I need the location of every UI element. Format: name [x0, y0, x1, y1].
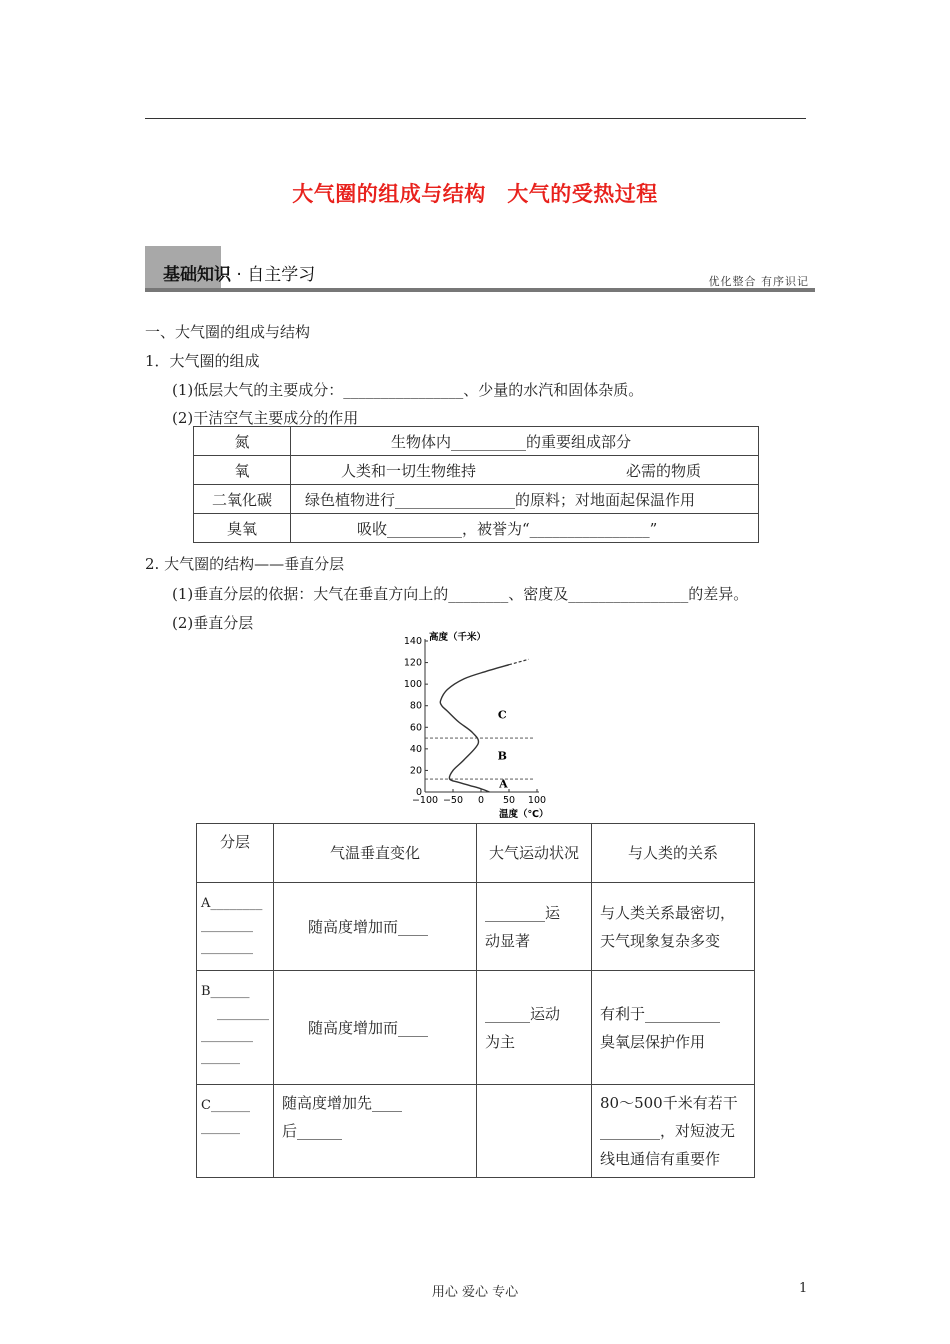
layer-label: B [497, 749, 507, 763]
x-tick-label: −50 [442, 795, 464, 806]
gas-name: 氮 [194, 427, 291, 456]
y-axis-label: 高度（千米） [429, 632, 487, 643]
motion-cell [477, 1085, 592, 1178]
x-tick-label: 100 [527, 795, 547, 806]
layer-label: A [499, 777, 508, 791]
banner-label: 基础知识 · 自主学习 [163, 265, 316, 285]
layer-cell: B______ ________ ________ ______ [197, 971, 274, 1085]
x-tick-label: 0 [477, 795, 485, 806]
layer-label: C [497, 708, 507, 722]
relation-cell: 有利于__________ 臭氧层保护作用 [592, 971, 755, 1085]
gas-name: 二氧化碳 [194, 485, 291, 514]
gas-role: 人类和一切生物维持 必需的物质 [291, 456, 759, 485]
gas-role: 绿色植物进行________________的原料；对地面起保温作用 [291, 485, 759, 514]
section-heading-1: 一、大气圈的组成与结构 [145, 323, 311, 341]
banner-tagline: 优化整合 有序识记 [708, 275, 809, 288]
section-banner [145, 246, 815, 294]
x-axis-label: 温度（℃） [499, 809, 549, 820]
temperature-curve-extension [509, 659, 529, 664]
table-row [194, 514, 759, 543]
item-2-1: (1)垂直分层的依据：大气在垂直方向上的________、密度及________________的差异。 [172, 585, 749, 603]
vertical-layer-table [196, 823, 755, 1178]
table-row [197, 971, 755, 1085]
header-rule [145, 118, 806, 119]
gas-name: 臭氧 [194, 514, 291, 543]
table-row [194, 456, 759, 485]
table-row [197, 883, 755, 971]
gas-role: 生物体内__________的重要组成部分 [291, 427, 759, 456]
temperature-change-cell: 随高度增加先____ 后______ [274, 1085, 477, 1178]
page-number: 1 [799, 1281, 808, 1296]
item-1-heading: 1．大气圈的组成 [145, 352, 260, 370]
y-tick-label: 120 [403, 657, 422, 669]
y-tick-label: 0 [415, 787, 422, 798]
item-2-2: (2)垂直分层 [172, 614, 254, 632]
table-row [194, 427, 759, 456]
x-tick-label: 50 [502, 795, 516, 806]
temperature-change-cell: 随高度增加而____ [274, 971, 477, 1085]
chart-axes [425, 639, 539, 792]
gas-name: 氧 [194, 456, 291, 485]
motion-cell: ________运 动显著 [477, 883, 592, 971]
header-cell: 分层 [197, 824, 274, 883]
page-title: 大气圈的组成与结构 大气的受热过程 [292, 182, 658, 206]
layer-cell: C______ ______ [197, 1085, 274, 1178]
table-row [194, 485, 759, 514]
gas-role: 吸收__________，被誉为“________________” [291, 514, 759, 543]
item-1-2: (2)干洁空气主要成分的作用 [172, 409, 359, 427]
page-footer: 用心 爱心 专心 [431, 1285, 519, 1300]
temperature-curve [440, 665, 509, 792]
y-tick-label: 20 [409, 765, 422, 777]
x-tick-label: −100 [411, 795, 439, 806]
header-cell: 与人类的关系 [592, 824, 755, 883]
table-row [197, 1085, 755, 1178]
motion-cell: ______运动 为主 [477, 971, 592, 1085]
y-tick-label: 100 [403, 679, 422, 691]
atmosphere-temperature-chart [395, 628, 565, 823]
item-2-heading: 2. 大气圈的结构——垂直分层 [145, 555, 345, 573]
table-header-row [197, 824, 755, 883]
relation-cell: 与人类关系最密切， 天气现象复杂多变 [592, 883, 755, 971]
layer-cell: A________ ________ ________ [197, 883, 274, 971]
relation-cell: 80～500千米有若干 ________，对短波无 线电通信有重要作 [592, 1085, 755, 1178]
header-cell: 大气运动状况 [477, 824, 592, 883]
layer-boundaries [425, 738, 533, 779]
y-tick-label: 60 [409, 722, 422, 734]
temperature-change-cell: 随高度增加而____ [274, 883, 477, 971]
layer-labels [498, 709, 509, 791]
y-tick-label: 80 [409, 700, 422, 712]
y-tick-label: 140 [403, 636, 422, 647]
gas-role-table [193, 426, 759, 543]
y-tick-label: 40 [409, 743, 422, 755]
header-cell: 气温垂直变化 [274, 824, 477, 883]
item-1-1: (1)低层大气的主要成分：________________、少量的水汽和固体杂质。 [172, 381, 644, 399]
